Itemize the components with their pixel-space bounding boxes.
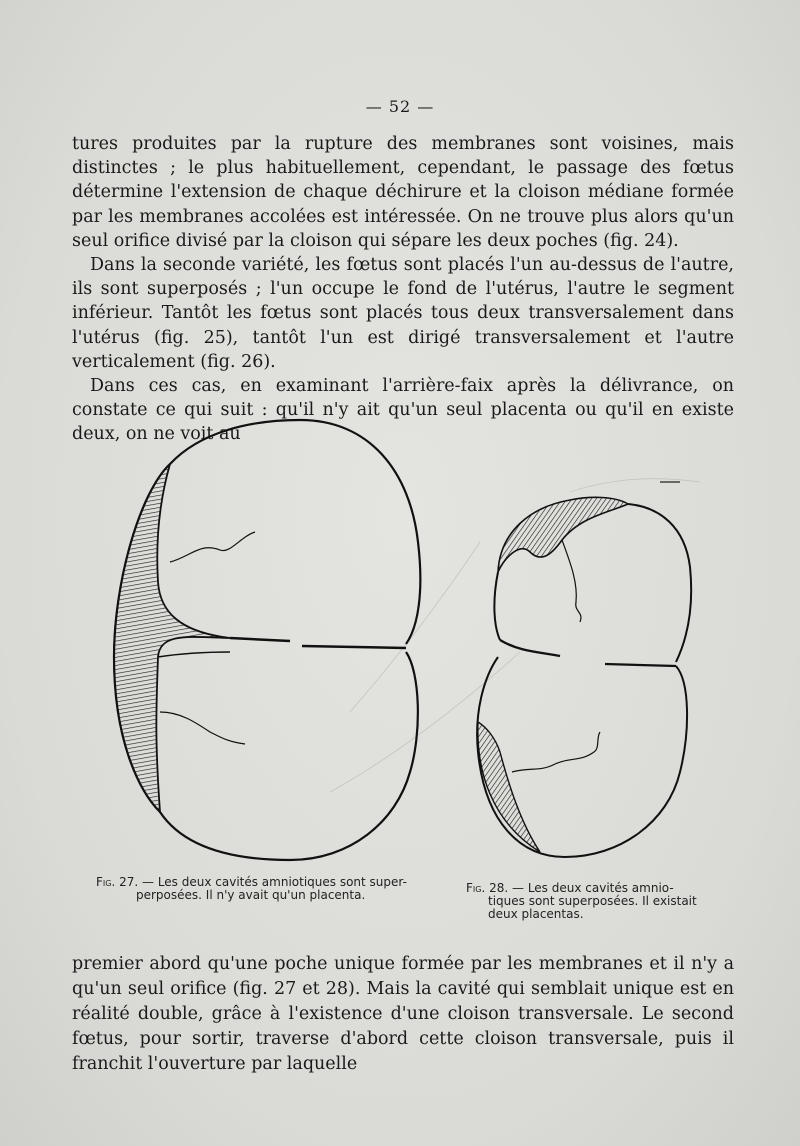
figure-28-caption-line1: — Les deux cavités amnio- (508, 881, 674, 895)
figure-28-caption-line2: tiques sont superposées. Il existait (488, 894, 697, 908)
paragraph: premier abord qu'une poche unique formée par les membranes et il n'y a qu'un seul orifice (fig. 27 et 28). Mais la cavité qui semblait unique est en réalité double, grâce à l'existence d'une cloison transversale. Le second fœtus, pour sortir, traverse d'abord cette cloison transversale, puis il franchit l'ouverture par laquelle (72, 954, 734, 1074)
figure-27-caption-line1: — Les deux cavités amniotiques sont super- (138, 875, 407, 889)
background-sketch-lines (330, 479, 700, 792)
figure-28-caption-line3: deux placentas. (488, 907, 584, 921)
figure-28-caption (466, 882, 716, 921)
figures-illustration (100, 412, 720, 882)
figure-28-label: Fig. 28. (466, 881, 509, 895)
paragraph: Dans ces cas, en examinant l'arrière-faix après la délivrance, on constate ce qui suit : qu'il n'y ait qu'un seul placenta ou qu'il en existe deux, on ne voit au (72, 376, 734, 445)
figure-27-label: Fig. 27. (96, 875, 139, 889)
figure-28-drawing (477, 497, 691, 857)
placenta-28-top (498, 497, 628, 572)
figure-27-caption (96, 876, 436, 902)
figure-27-caption-line2: perposées. Il n'y avait qu'un placenta. (136, 888, 366, 902)
paragraph: Dans la seconde variété, les fœtus sont placés l'un au-dessus de l'autre, ils sont superposés ; l'un occupe le fond de l'utérus, l'autre le segment inférieur. Tantôt les fœtus sont placés tous deux transversalement dans l'utérus (fig. 25), tantôt l'un est dirigé transversalement et l'autre verticalement (fig. 26). (72, 255, 734, 372)
text-block-top (72, 132, 734, 447)
paragraph: tures produites par la rupture des membranes sont voisines, mais distinctes ; le plus habituellement, cependant, le passage des fœtus détermine l'extension de chaque déchirure et la cloison médiane formée par les membranes accolées est intéressée. On ne trouve plus alors qu'un seul orifice divisé par la cloison qui sépare les deux poches (fig. 24). (72, 134, 734, 251)
page-number: — 52 — (365, 97, 435, 116)
placenta-27 (114, 464, 230, 812)
text-block-bottom (72, 952, 734, 1077)
figure-27-drawing (114, 420, 420, 860)
